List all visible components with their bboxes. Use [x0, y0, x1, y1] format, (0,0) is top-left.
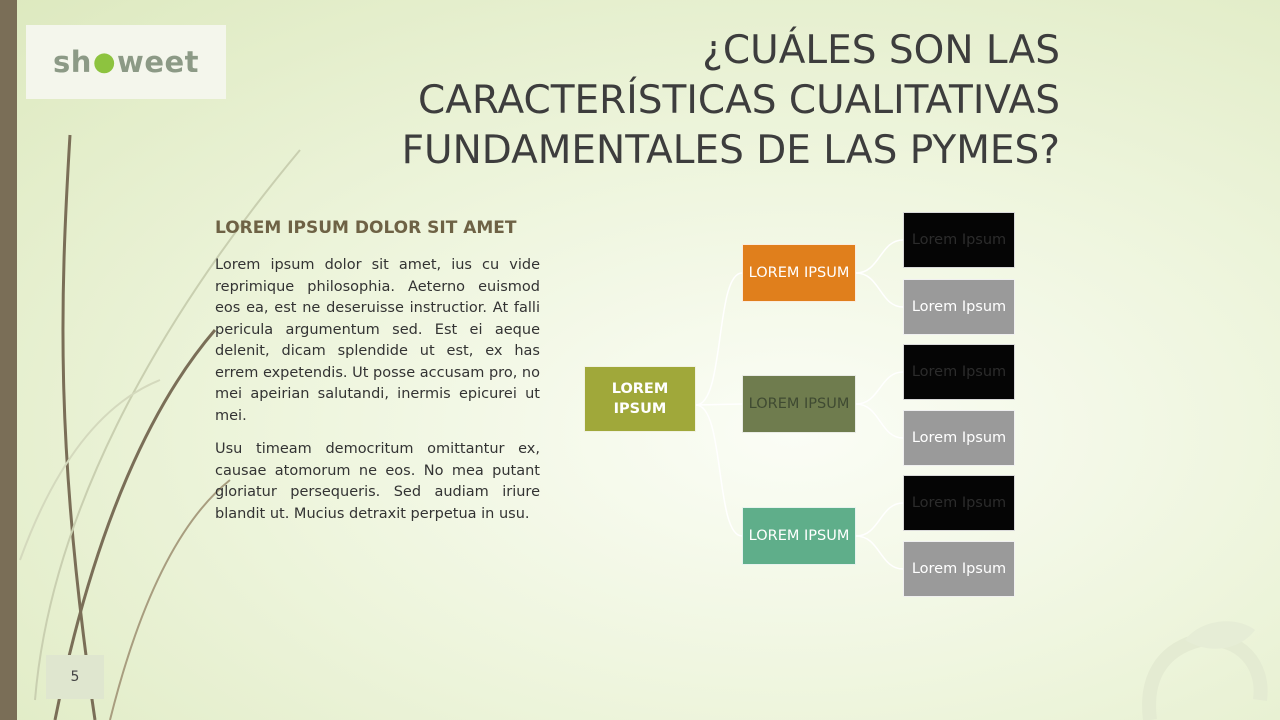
section-heading: LOREM IPSUM DOLOR SIT AMET — [215, 218, 517, 238]
title-line-1: ¿CUÁLES SON LAS — [702, 28, 1060, 73]
diagram-leaf-3-1: Lorem Ipsum — [903, 475, 1015, 531]
logo-text-end: weet — [117, 45, 200, 79]
title-line-3: FUNDAMENTALES DE LAS PYMES? — [401, 128, 1060, 173]
title-line-2: CARACTERÍSTICAS CUALITATIVAS — [418, 78, 1060, 123]
paragraph-1: Lorem ipsum dolor sit amet, ius cu vide reprimique philosophia. Aeterno euismod eos ea, est ne deseruisse instructior. At falli pericula argumentum sed. Est ei aeque delenit, dicam splendide ut est, ex has errem expetendis. Ut posse accusam pro, no mei apeirian salutandi, inermis epicurei ut mei. — [215, 257, 540, 424]
logo-text-start: sh — [52, 45, 92, 79]
diagram-leaf-2-1: Lorem Ipsum — [903, 344, 1015, 400]
page-number: 5 — [46, 655, 104, 699]
leaf-icon: ● — [92, 47, 117, 77]
diagram-branch-2: LOREM IPSUM — [742, 375, 856, 433]
diagram-root-node: LOREM IPSUM — [584, 366, 696, 432]
diagram-leaf-1-1: Lorem Ipsum — [903, 212, 1015, 268]
diagram-branch-3: LOREM IPSUM — [742, 507, 856, 565]
diagram-branch-1: LOREM IPSUM — [742, 244, 856, 302]
diagram-leaf-1-2: Lorem Ipsum — [903, 279, 1015, 335]
paragraph-2: Usu timeam democritum omittantur ex, causae atomorum ne eos. No mea putant gloriatur persequeris. Sed audiam iriure blandit ut. Mucius detraxit perpetua in usu. — [215, 441, 540, 522]
diagram-leaf-2-2: Lorem Ipsum — [903, 410, 1015, 466]
diagram-leaf-3-2: Lorem Ipsum — [903, 541, 1015, 597]
